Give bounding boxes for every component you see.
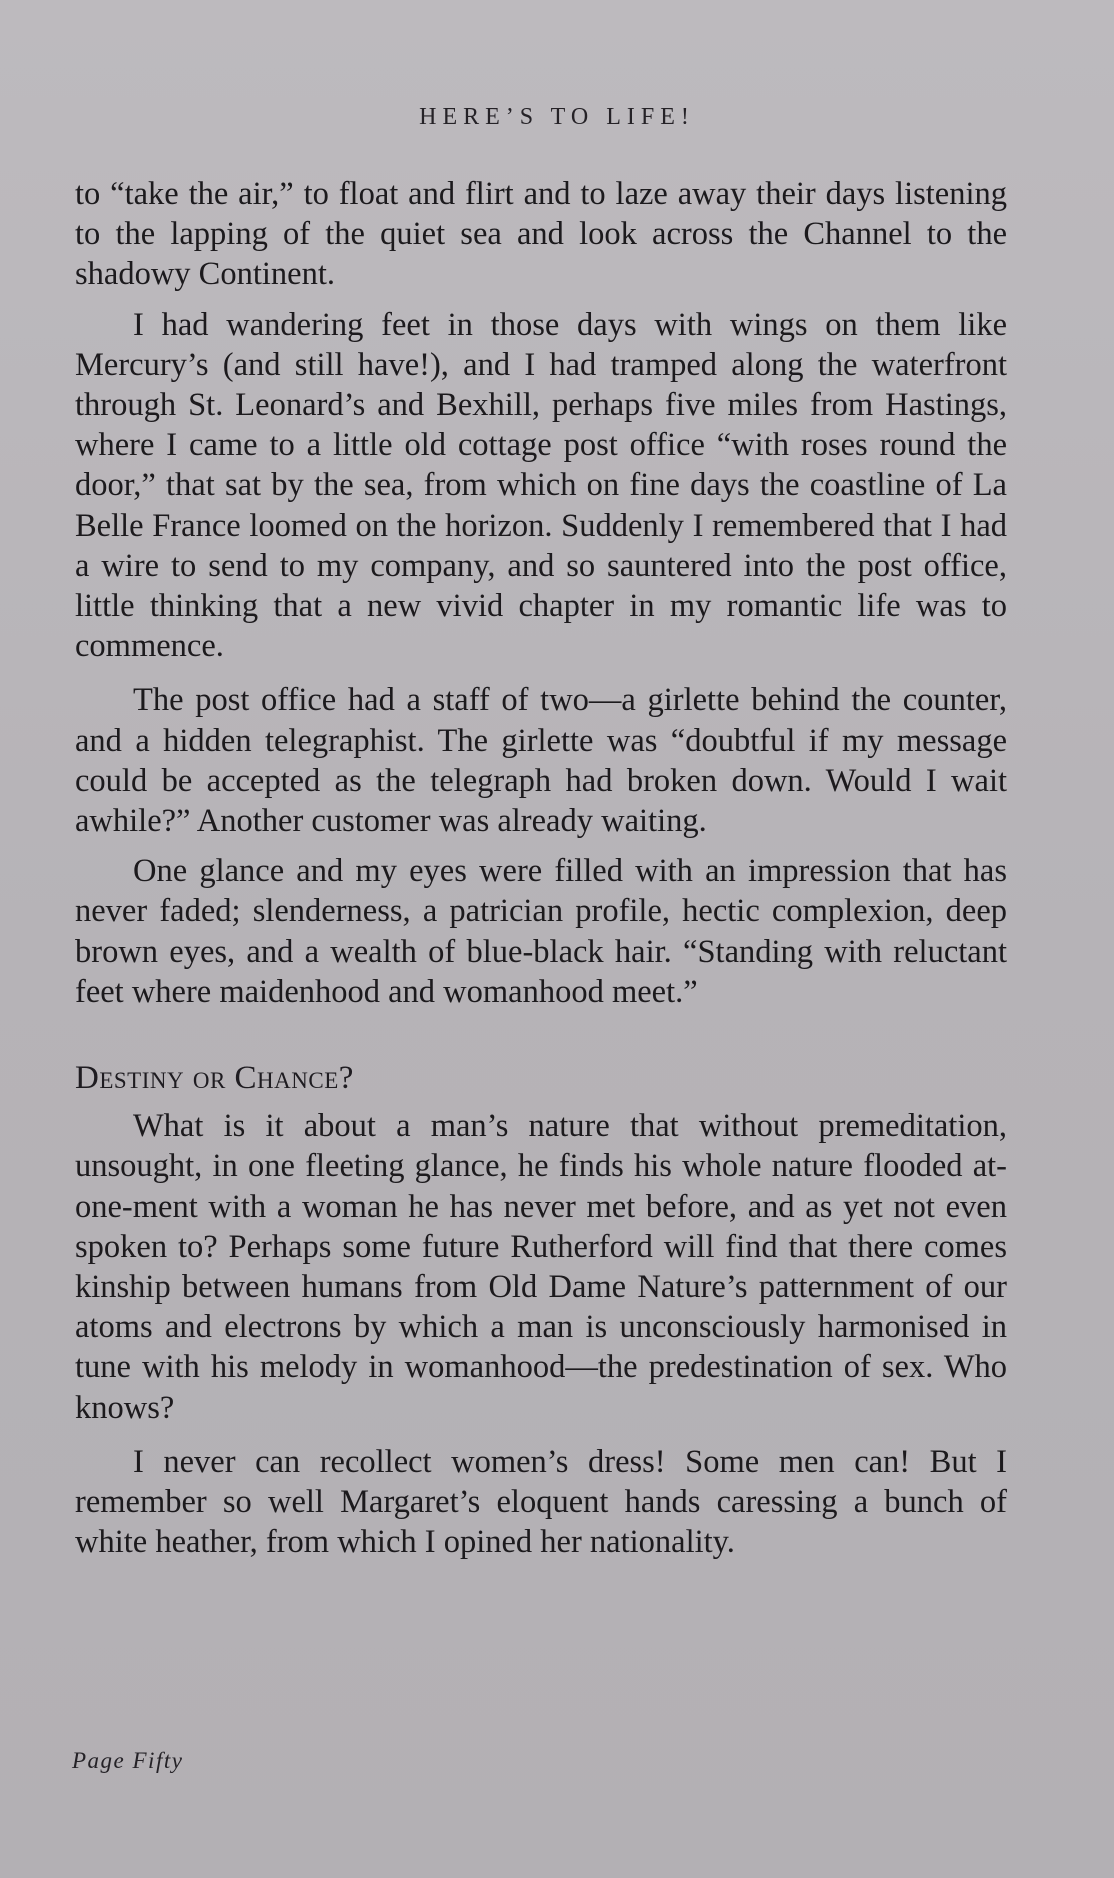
paragraph: I had wandering feet in those days with wings on them like Mercury’s (and still have!), and I had tramped along the waterfront through St. Leonard’s and Bexhill, perhaps five miles from Hastings, where I came to a little old cottage post office “with roses round the door,” that sat by the sea, from which on fine days the coastline of La Belle France loomed on the horizon. Suddenly I remembered that I had a wire to send to my company, and so sauntered into the post office, little thinking that a new vivid chapter in my romantic life was to commence. (75, 306, 1007, 665)
body-text (75, 174, 1007, 1563)
paragraph: I never can recollect women’s dress! Some men can! But I remember so well Margaret’s eloquent hands caressing a bunch of white heather, from which I opined her nationality. (75, 1443, 1007, 1561)
paragraph: to “take the air,” to float and flirt and to laze away their days listening to the lapping of the quiet sea and look across the Channel to the shadowy Continent. (75, 176, 1007, 293)
paragraph: One glance and my eyes were filled with an impression that has never faded; slenderness, a patrician profile, hectic complexion, deep brown eyes, and a wealth of blue-black hair. “Standing with reluctant feet where maidenhood and womanhood meet.” (75, 853, 1007, 1010)
page-number: Page Fifty (72, 1748, 184, 1773)
section-heading: Destiny or Chance? (75, 1060, 354, 1097)
running-head: HERE’S TO LIFE! (419, 104, 695, 130)
paragraph: The post office had a staff of two—a girlette behind the counter, and a hidden telegraphist. The girlette was “doubtful if my message could be accepted as the telegraph had broken down. Would I wait awhile?” Another customer was already waiting. (75, 682, 1007, 840)
paragraph: What is it about a man’s nature that without premeditation, unsought, in one fleeting glance, he finds his whole nature flooded at-one-ment with a woman he has never met before, and as yet not even spoken to? Perhaps some future Rutherford will find that there comes kinship between humans from Old Dame Nature’s patternment of our atoms and electrons by which a man is unconsciously harmonised in tune with his melody in womanhood—the predestination of sex. Who knows? (75, 1108, 1007, 1426)
